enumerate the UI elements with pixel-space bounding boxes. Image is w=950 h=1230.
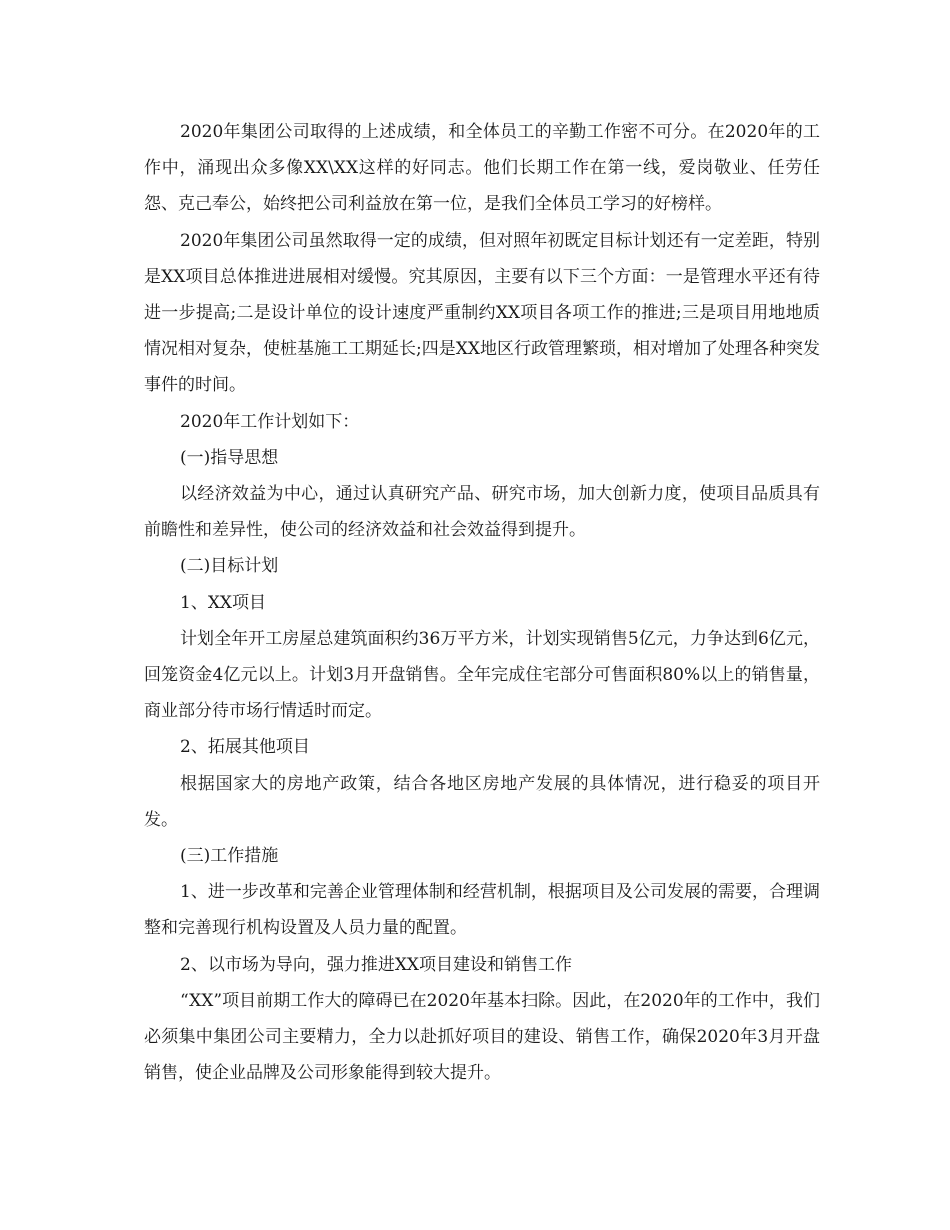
document-body xyxy=(144,114,820,1091)
paragraph-xx-project: 计划全年开工房屋总建筑面积约36万平方米，计划实现销售5亿元，力争达到6亿元，回笼资金4亿元以上。计划3月开盘销售。全年完成住宅部分可售面积80%以上的销售量，商业部分待市场行情适时而定。 xyxy=(144,628,820,722)
paragraph-achievements: 2020年集团公司取得的上述成绩，和全体员工的辛勤工作密不可分。在2020年的工作中，涌现出众多像XX\XX这样的好同志。他们长期工作在第一线，爱岗敬业、任劳任怨、克己奉公，始终把公司利益放在第一位，是我们全体员工学习的好榜样。 xyxy=(144,122,820,215)
paragraph-guiding-principle: 以经济效益为中心，通过认真研究产品、研究市场，加大创新力度，使项目品质具有前瞻性和差异性，使公司的经济效益和社会效益得到提升。 xyxy=(144,484,820,541)
heading-other-projects: 2、拓展其他项目 xyxy=(180,737,310,758)
paragraph-other-projects: 根据国家大的房地产政策，结合各地区房地产发展的具体情况，进行稳妥的项目开发。 xyxy=(144,773,820,830)
paragraph-shortcomings: 2020年集团公司虽然取得一定的成绩，但对照年初既定目标计划还有一定差距，特别是XX项目总体推进进展相对缓慢。究其原因，主要有以下三个方面：一是管理水平还有待进一步提高;二是设计单位的设计速度严重制约XX项目各项工作的推进;三是项目用地地质情况相对复杂，使桩基施工工期延长;四是XX地区行政管理繁琐，相对增加了处理各种突发事件的时间。 xyxy=(144,230,820,396)
paragraph-plan-intro: 2020年工作计划如下： xyxy=(180,411,360,432)
heading-measure-2: 2、以市场为导向，强力推进XX项目建设和销售工作 xyxy=(180,954,573,975)
heading-guiding-principle: (一)指导思想 xyxy=(180,447,279,468)
heading-work-measures: (三)工作措施 xyxy=(180,846,279,867)
paragraph-measure-2: “XX”项目前期工作大的障碍已在2020年基本扫除。因此，在2020年的工作中，我们必须集中集团公司主要精力，全力以赴抓好项目的建设、销售工作，确保2020年3月开盘销售，使企业品牌及公司形象能得到较大提升。 xyxy=(144,990,820,1084)
paragraph-measure-1: 1、进一步改革和完善企业管理体制和经营机制，根据项目及公司发展的需要，合理调整和完善现行机构设置及人员力量的配置。 xyxy=(144,882,820,939)
heading-xx-project: 1、XX项目 xyxy=(180,592,267,613)
heading-target-plan: (二)目标计划 xyxy=(180,556,279,577)
